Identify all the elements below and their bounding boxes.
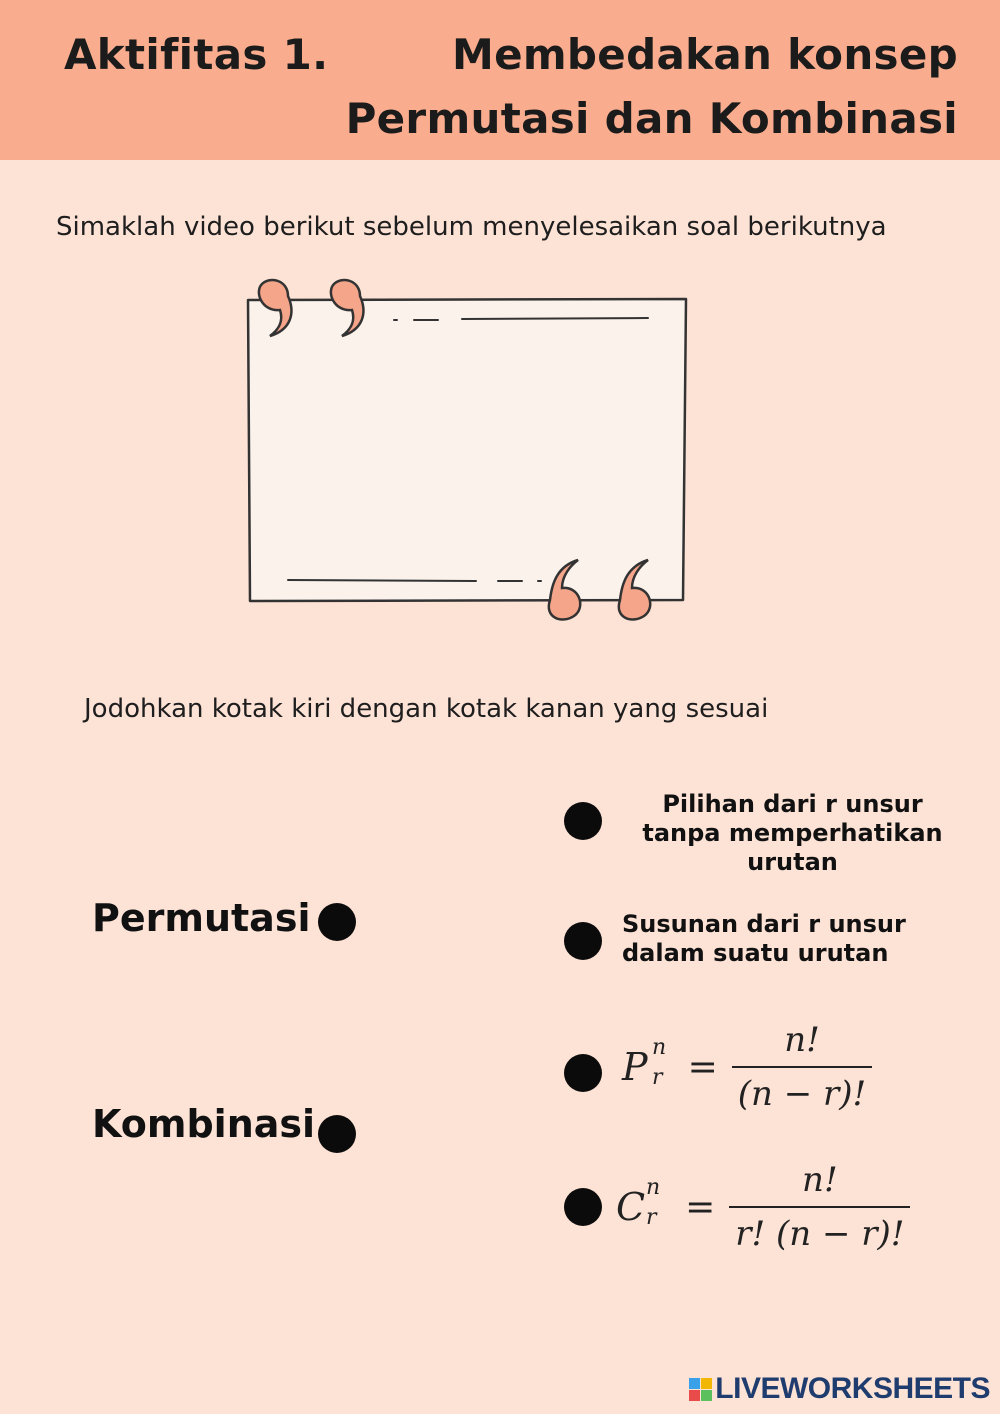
match-dot-kombinasi[interactable] — [318, 1115, 356, 1153]
formula-denominator: (n − r)! — [737, 1074, 867, 1114]
match-dot-permutasi[interactable] — [318, 903, 356, 941]
left-item-kombinasi: Kombinasi — [92, 1102, 316, 1146]
matching-instruction: Jodohkan kotak kiri dengan kotak kanan yang sesuai — [84, 694, 769, 724]
option-definition-permutasi: Susunan dari r unsur dalam suatu urutan — [622, 910, 906, 967]
formula-numerator: n! — [784, 1020, 820, 1060]
header-banner — [0, 0, 1000, 160]
match-dot-option-3[interactable] — [564, 1054, 602, 1092]
formula-equals: = — [687, 1046, 718, 1088]
formula-superscript: n — [652, 1035, 667, 1060]
liveworksheets-logo — [689, 1372, 990, 1406]
formula-numerator: n! — [802, 1160, 838, 1200]
video-instruction: Simaklah video berikut sebelum menyelesaikan soal berikutnya — [56, 212, 887, 242]
match-dot-option-1[interactable] — [564, 802, 602, 840]
formula-symbol: C n r — [616, 1175, 661, 1230]
formula-symbol: P n r — [622, 1035, 667, 1090]
page-title-line1: Membedakan konsep — [451, 30, 958, 79]
formula-subscript: r — [646, 1205, 657, 1230]
formula-permutasi — [622, 1020, 872, 1114]
page-title-line2: Permutasi dan Kombinasi — [345, 94, 958, 143]
formula-equals: = — [685, 1186, 716, 1228]
option-definition-kombinasi: Pilihan dari r unsur tanpa memperhatikan urutan — [642, 790, 943, 876]
formula-denominator: r! (n − r)! — [735, 1214, 905, 1254]
match-dot-option-4[interactable] — [564, 1188, 602, 1226]
formula-subscript: r — [652, 1065, 663, 1090]
formula-superscript: n — [646, 1175, 661, 1200]
formula-fraction — [729, 1160, 910, 1254]
brand-name: LIVEWORKSHEETS — [715, 1372, 990, 1405]
video-frame[interactable] — [240, 270, 700, 630]
liveworksheets-icon — [689, 1378, 711, 1400]
video-frame-border — [248, 299, 686, 601]
formula-fraction — [732, 1020, 872, 1114]
activity-label: Aktifitas 1. — [64, 30, 329, 79]
left-item-permutasi: Permutasi — [92, 896, 311, 940]
formula-kombinasi — [616, 1160, 910, 1254]
frame-bottom-lines — [288, 580, 541, 581]
match-dot-option-2[interactable] — [564, 922, 602, 960]
